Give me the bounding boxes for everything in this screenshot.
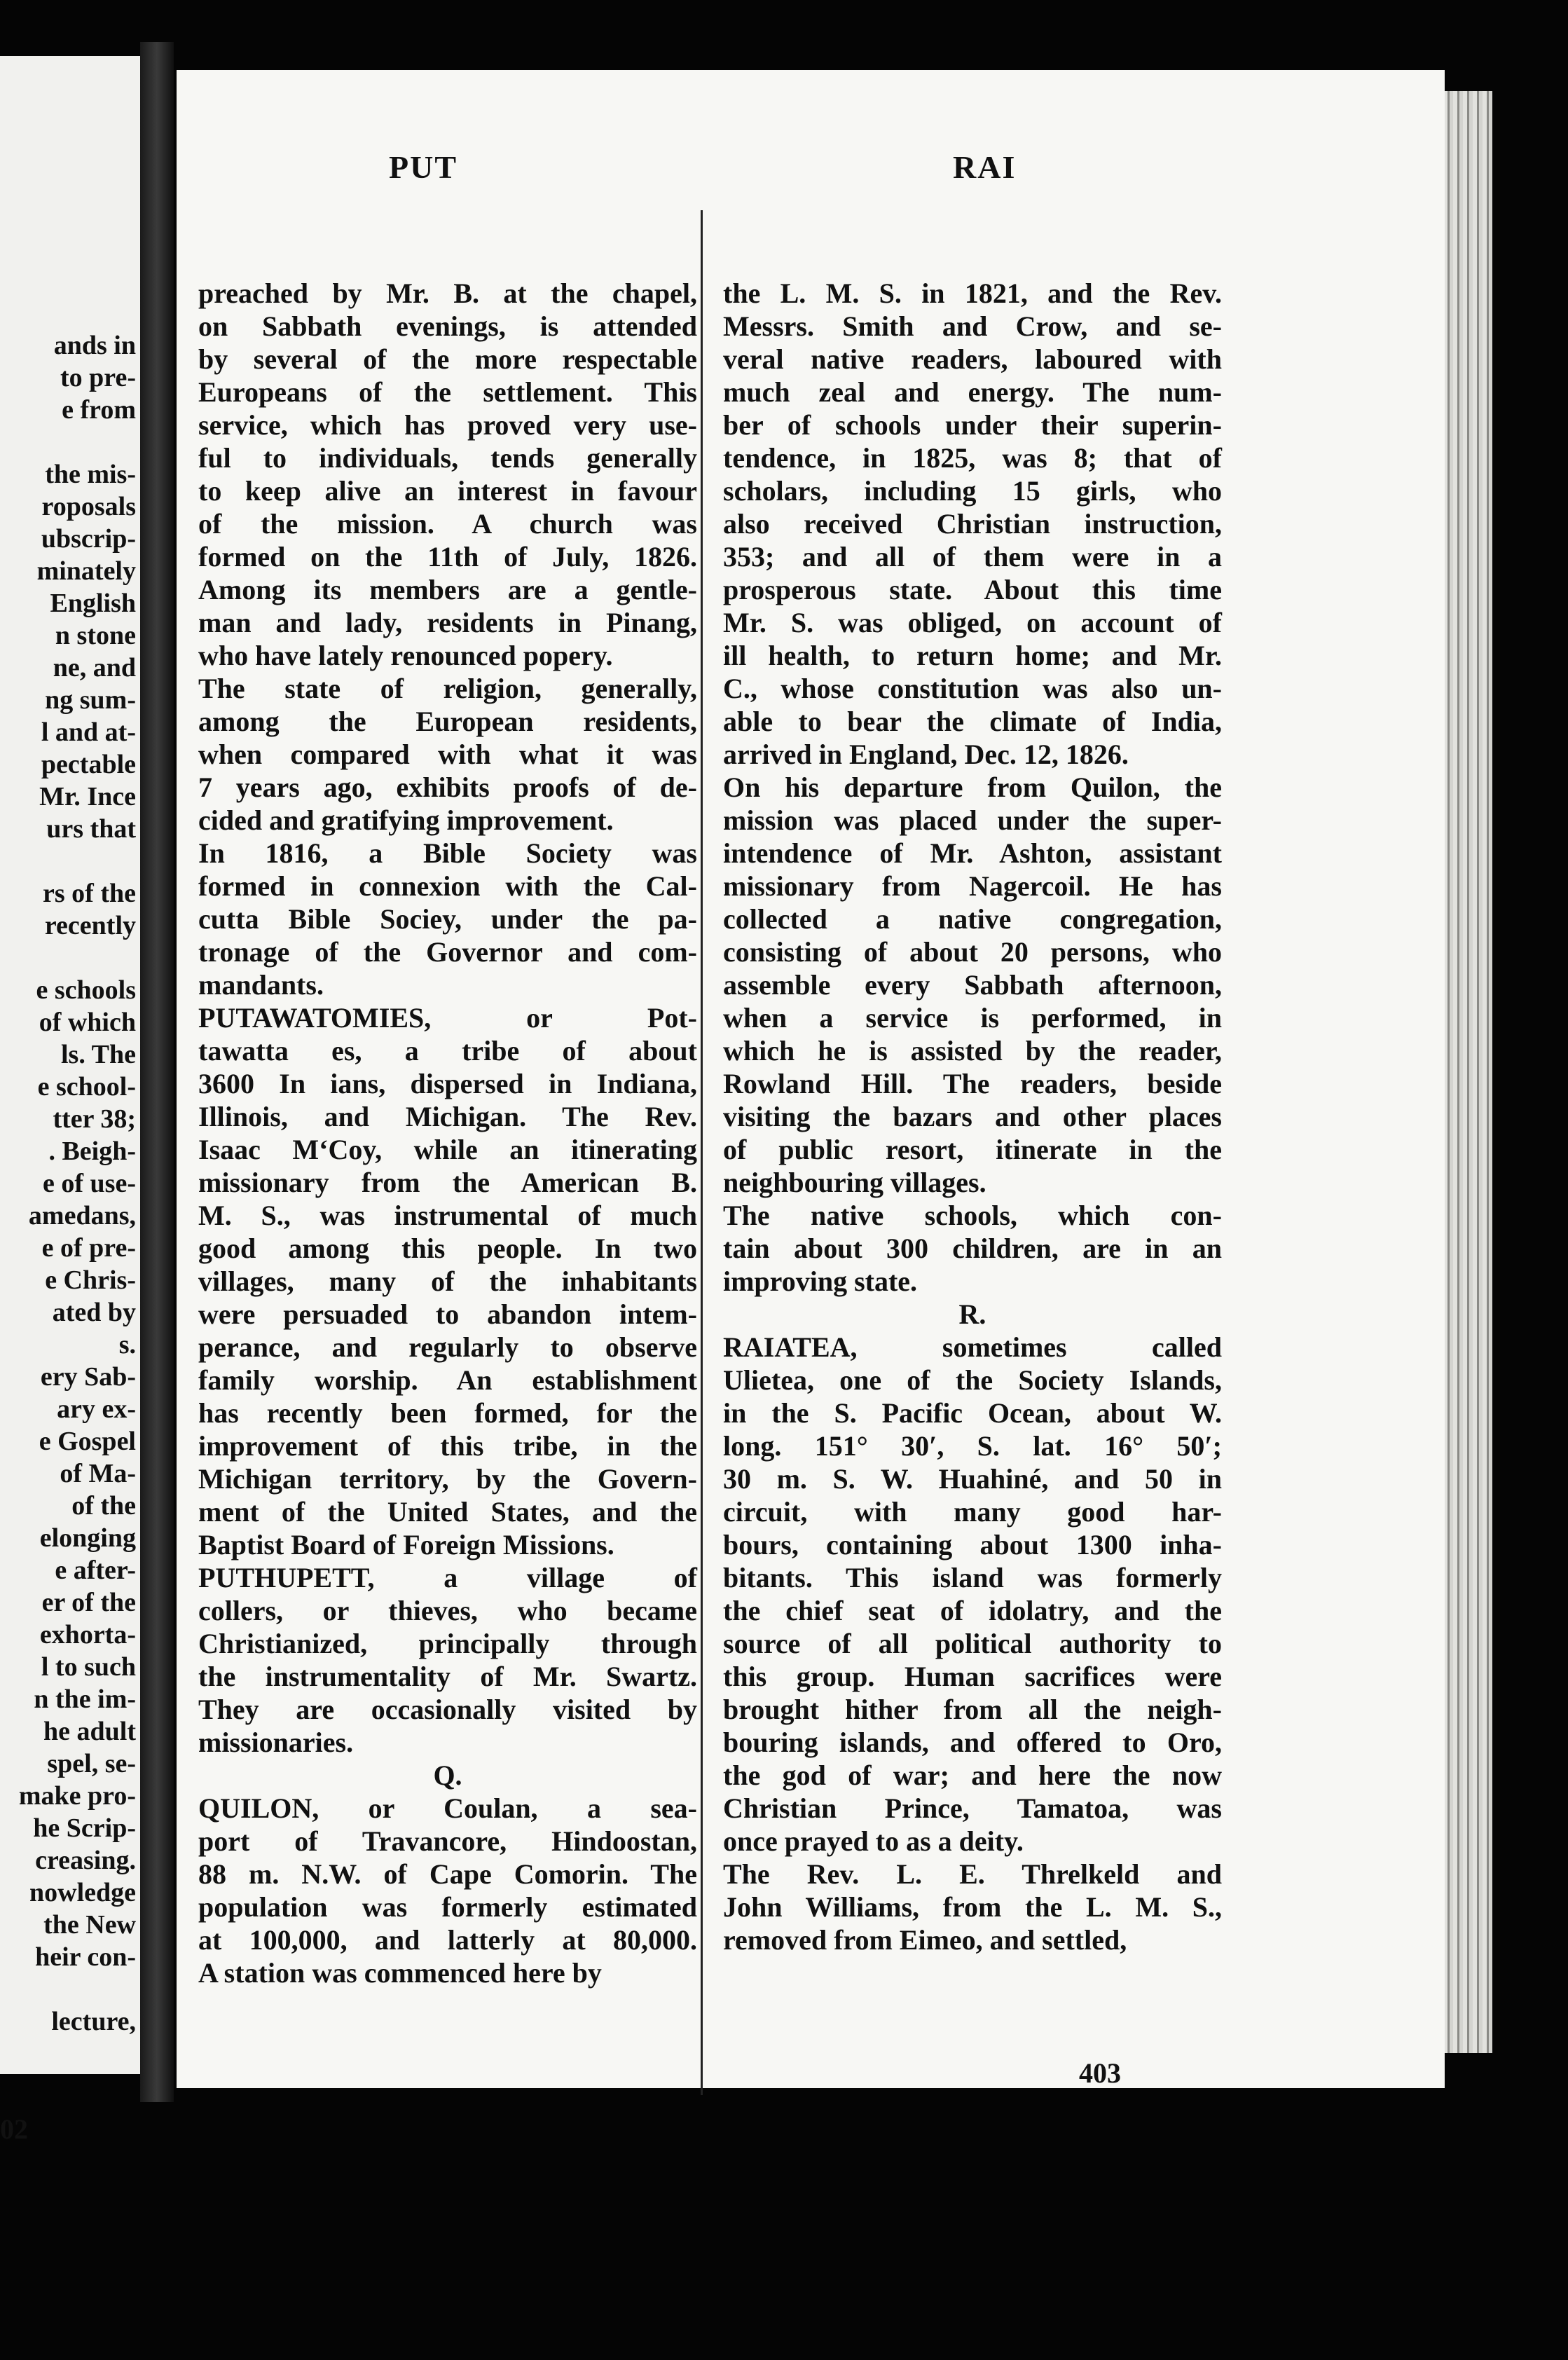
previous-page-line: n the im- bbox=[34, 1685, 136, 1714]
text-line: in the S. Pacific Ocean, about W. bbox=[723, 1397, 1222, 1429]
text-line: 30 m. S. W. Huahiné, and 50 in bbox=[723, 1463, 1222, 1495]
previous-page-line: the New bbox=[43, 1910, 136, 1940]
text-line: once prayed to as a deity. bbox=[723, 1825, 1024, 1857]
text-line: source of all political authority to bbox=[723, 1628, 1222, 1659]
text-line: bours, containing about 1300 inha- bbox=[723, 1529, 1222, 1560]
text-line: cutta Bible Sociey, under the pa- bbox=[198, 903, 697, 935]
previous-page-line: English bbox=[50, 589, 136, 618]
text-line: family worship. An establishment bbox=[198, 1364, 697, 1396]
text-line: formed on the 11th of July, 1826. bbox=[198, 541, 697, 572]
previous-page-line: e Chris- bbox=[45, 1265, 136, 1295]
previous-page-line: creasing. bbox=[35, 1846, 136, 1875]
text-line: Mr. S. was obliged, on account of bbox=[723, 607, 1222, 638]
previous-page-line: elonging bbox=[39, 1523, 136, 1553]
text-line: also received Christian instruction, bbox=[723, 508, 1222, 540]
text-line: Among its members are a gentle- bbox=[198, 574, 697, 605]
right-running-head: RAI bbox=[953, 149, 1017, 185]
page-number: 403 bbox=[1079, 2057, 1121, 2089]
text-line: when a service is performed, in bbox=[723, 1002, 1222, 1034]
previous-page-line: ary ex- bbox=[57, 1394, 136, 1424]
previous-page-line: Mr. Ince bbox=[39, 782, 136, 811]
text-line: at 100,000, and latterly at 80,000. bbox=[198, 1924, 697, 1956]
book-gutter bbox=[140, 42, 174, 2102]
text-line: Europeans of the settlement. This bbox=[198, 376, 697, 408]
previous-page-line: heir con- bbox=[35, 1942, 136, 1972]
previous-page-line: he Scrip- bbox=[33, 1813, 136, 1843]
text-line: able to bear the climate of India, bbox=[723, 706, 1222, 737]
text-line: collected a native congregation, bbox=[723, 903, 1222, 935]
text-line: population was formerly estimated bbox=[198, 1891, 697, 1923]
text-line: M. S., was instrumental of much bbox=[198, 1200, 697, 1231]
previous-page-line: he adult bbox=[43, 1717, 136, 1746]
text-line: assemble every Sabbath afternoon, bbox=[723, 969, 1222, 1001]
text-line: Illinois, and Michigan. The Rev. bbox=[198, 1101, 697, 1132]
text-line: veral native readers, laboured with bbox=[723, 343, 1222, 375]
previous-page-line: minately bbox=[36, 556, 136, 586]
text-line: who have lately renounced popery. bbox=[198, 640, 613, 671]
text-line: Ulietea, one of the Society Islands, bbox=[723, 1364, 1222, 1396]
text-line: ful to individuals, tends generally bbox=[198, 442, 697, 474]
text-line: tendence, in 1825, was 8; that of bbox=[723, 442, 1222, 474]
previous-page-line: e Gospel bbox=[39, 1427, 136, 1456]
text-line: on Sabbath evenings, is attended bbox=[198, 310, 697, 342]
previous-page-line: e of pre- bbox=[41, 1233, 136, 1263]
text-line: much zeal and energy. The num- bbox=[723, 376, 1222, 408]
text-line: the god of war; and here the now bbox=[723, 1759, 1222, 1791]
text-line: 3600 In ians, dispersed in Indiana, bbox=[198, 1068, 697, 1099]
previous-page-line: nowledge bbox=[29, 1878, 136, 1907]
text-line: Christianized, principally through bbox=[198, 1628, 697, 1659]
left-column bbox=[198, 277, 697, 1989]
text-line: cided and gratifying improvement. bbox=[198, 804, 614, 836]
column-rule bbox=[701, 210, 703, 2095]
text-line: by several of the more respectable bbox=[198, 343, 697, 375]
previous-page-line: n stone bbox=[55, 621, 136, 650]
text-line: 353; and all of them were in a bbox=[723, 541, 1222, 572]
text-line: Isaac M‘Coy, while an itinerating bbox=[198, 1134, 697, 1165]
previous-page-line: rs of the bbox=[43, 879, 136, 908]
previous-page-line: l to such bbox=[41, 1652, 136, 1682]
text-line: preached by Mr. B. at the chapel, bbox=[198, 277, 697, 309]
previous-page-line: spel, se- bbox=[47, 1749, 136, 1778]
text-line: 88 m. N.W. of Cape Comorin. The bbox=[198, 1858, 697, 1890]
previous-page-line: of Ma- bbox=[60, 1459, 136, 1488]
text-line: On his departure from Quilon, the bbox=[723, 771, 1222, 803]
previous-page-line: the mis- bbox=[45, 460, 136, 489]
text-line: Michigan territory, by the Govern- bbox=[198, 1463, 697, 1495]
text-line: Messrs. Smith and Crow, and se- bbox=[723, 310, 1222, 342]
text-line: Q. bbox=[433, 1759, 462, 1791]
text-line: The Rev. L. E. Threlkeld and bbox=[723, 1858, 1222, 1890]
text-line: of public resort, itinerate in the bbox=[723, 1134, 1222, 1165]
text-line: They are occasionally visited by bbox=[198, 1694, 697, 1725]
previous-page-line: of the bbox=[71, 1491, 136, 1521]
previous-page-line: recently bbox=[44, 911, 136, 940]
text-line: Baptist Board of Foreign Missions. bbox=[198, 1529, 614, 1560]
text-line: tawatta es, a tribe of about bbox=[198, 1035, 697, 1066]
text-line: intendence of Mr. Ashton, assistant bbox=[723, 837, 1222, 869]
text-line: among the European residents, bbox=[198, 706, 697, 737]
text-line: circuit, with many good har- bbox=[723, 1496, 1222, 1528]
text-line: villages, many of the inhabitants bbox=[198, 1265, 697, 1297]
previous-page-line: lecture, bbox=[51, 2007, 136, 2036]
text-line: ment of the United States, and the bbox=[198, 1496, 697, 1528]
text-line: RAIATEA, sometimes called bbox=[723, 1331, 1222, 1363]
text-line: In 1816, a Bible Society was bbox=[198, 837, 697, 869]
text-line: C., whose constitution was also un- bbox=[723, 673, 1222, 704]
left-running-head: PUT bbox=[389, 149, 458, 185]
text-line: bitants. This island was formerly bbox=[723, 1562, 1222, 1593]
previous-page-line: ls. The bbox=[60, 1040, 136, 1069]
text-line: missionary from Nagercoil. He has bbox=[723, 870, 1222, 902]
text-line: consisting of about 20 persons, who bbox=[723, 936, 1222, 968]
text-line: PUTHUPETT, a village of bbox=[198, 1562, 697, 1593]
previous-page-line: ery Sab- bbox=[40, 1362, 136, 1392]
previous-page-line: urs that bbox=[46, 814, 136, 844]
text-line: formed in connexion with the Cal- bbox=[198, 870, 697, 902]
text-line: ill health, to return home; and Mr. bbox=[723, 640, 1222, 671]
previous-page-line: ne, and bbox=[53, 653, 136, 682]
text-line: service, which has proved very use- bbox=[198, 409, 697, 441]
text-line: were persuaded to abandon intem- bbox=[198, 1298, 697, 1330]
previous-page-line: e after- bbox=[55, 1556, 136, 1585]
text-line: PUTAWATOMIES, or Pot- bbox=[198, 1002, 697, 1034]
text-line: brought hither from all the neigh- bbox=[723, 1694, 1222, 1725]
text-line: the chief seat of idolatry, and the bbox=[723, 1595, 1222, 1626]
text-line: tain about 300 children, are in an bbox=[723, 1233, 1222, 1264]
text-line: 7 years ago, exhibits proofs of de- bbox=[198, 771, 697, 803]
text-line: man and lady, residents in Pinang, bbox=[198, 607, 697, 638]
text-line: the L. M. S. in 1821, and the Rev. bbox=[723, 277, 1222, 309]
text-line: scholars, including 15 girls, who bbox=[723, 475, 1222, 507]
previous-page-line: e schools bbox=[36, 975, 136, 1005]
previous-page-line: tter 38; bbox=[53, 1104, 136, 1134]
previous-page-line: e of use- bbox=[43, 1169, 136, 1198]
text-line: port of Travancore, Hindoostan, bbox=[198, 1825, 697, 1857]
previous-page-line: of which bbox=[39, 1008, 136, 1037]
text-line: missionary from the American B. bbox=[198, 1167, 697, 1198]
previous-page-line: e school- bbox=[37, 1072, 136, 1102]
previous-page-line: make pro- bbox=[18, 1781, 136, 1811]
previous-page-line: exhorta- bbox=[39, 1620, 136, 1649]
previous-page-fragment bbox=[0, 56, 140, 2145]
previous-page-line: er of the bbox=[41, 1588, 136, 1617]
text-line: improving state. bbox=[723, 1265, 918, 1297]
text-line: the instrumentality of Mr. Swartz. bbox=[198, 1661, 697, 1692]
text-line: mandants. bbox=[198, 969, 324, 1001]
text-line: mission was placed under the super- bbox=[723, 804, 1222, 836]
previous-page-folio: 02 bbox=[0, 2113, 28, 2145]
previous-page-line: e from bbox=[62, 395, 136, 425]
previous-page-line: ands in bbox=[53, 331, 136, 360]
text-line: this group. Human sacrifices were bbox=[723, 1661, 1222, 1692]
text-line: has recently been formed, for the bbox=[198, 1397, 697, 1429]
previous-page-line: pectable bbox=[41, 750, 136, 779]
text-line: of the mission. A church was bbox=[198, 508, 697, 540]
text-line: long. 151° 30′, S. lat. 16° 50′; bbox=[723, 1430, 1222, 1462]
text-line: Rowland Hill. The readers, beside bbox=[723, 1068, 1222, 1099]
text-line: neighbouring villages. bbox=[723, 1167, 986, 1198]
previous-page-line: ubscrip- bbox=[41, 524, 136, 554]
text-line: QUILON, or Coulan, a sea- bbox=[198, 1792, 697, 1824]
text-line: The state of religion, generally, bbox=[198, 673, 697, 704]
previous-page-line: ated by bbox=[52, 1298, 136, 1327]
text-line: good among this people. In two bbox=[198, 1233, 697, 1264]
text-line: prosperous state. About this time bbox=[723, 574, 1222, 605]
text-line: R. bbox=[958, 1298, 986, 1330]
previous-page-line: to pre- bbox=[60, 363, 136, 392]
text-line: Christian Prince, Tamatoa, was bbox=[723, 1792, 1222, 1824]
text-line: removed from Eimeo, and settled, bbox=[723, 1924, 1127, 1956]
text-line: A station was commenced here by bbox=[198, 1957, 602, 1989]
previous-page-line: s. bbox=[118, 1330, 136, 1359]
text-line: to keep alive an interest in favour bbox=[198, 475, 697, 507]
previous-page-line: roposals bbox=[41, 492, 136, 521]
text-line: collers, or thieves, who became bbox=[198, 1595, 697, 1626]
text-line: improvement of this tribe, in the bbox=[198, 1430, 697, 1462]
previous-page-line: ng sum- bbox=[45, 685, 136, 715]
text-line: John Williams, from the L. M. S., bbox=[723, 1891, 1222, 1923]
text-line: missionaries. bbox=[198, 1727, 354, 1758]
text-line: The native schools, which con- bbox=[723, 1200, 1222, 1231]
right-column bbox=[723, 277, 1222, 1956]
text-line: tronage of the Governor and com- bbox=[198, 936, 697, 968]
text-line: arrived in England, Dec. 12, 1826. bbox=[723, 739, 1129, 770]
text-line: bouring islands, and offered to Oro, bbox=[723, 1727, 1222, 1758]
previous-page-line: . Beigh- bbox=[48, 1137, 136, 1166]
text-line: which he is assisted by the reader, bbox=[723, 1035, 1222, 1066]
text-line: visiting the bazars and other places bbox=[723, 1101, 1222, 1132]
text-line: when compared with what it was bbox=[198, 739, 697, 770]
text-line: ber of schools under their superin- bbox=[723, 409, 1222, 441]
previous-page-line: l and at- bbox=[41, 718, 136, 747]
text-line: perance, and regularly to observe bbox=[198, 1331, 697, 1363]
previous-page-line: amedans, bbox=[28, 1201, 136, 1230]
